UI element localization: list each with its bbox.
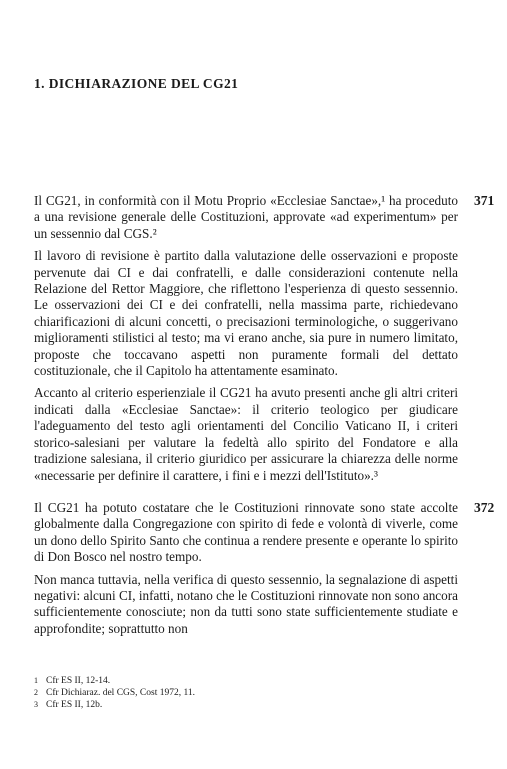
section-number: 372: [474, 500, 495, 515]
paragraph: Accanto al criterio esperienziale il CG21 ha avuto presenti anche gli altri criteri indicati dalla «Ecclesiae Sanctae»: il criterio teologico per giudicare l'adeguamento del testo agli orientamenti del Concilio Vaticano II, i criteri storico-salesiani per valutare la fedeltà allo spirito del Fondatore e alla tradizione salesiana, il criterio giuridico per assicurare la chiarezza delle norme «necessarie per definire il carattere, i fini e i mezzi dell'Istituto».³: [34, 385, 458, 483]
footnote-mark: 2: [34, 688, 38, 697]
paragraph: Il CG21, in conformità con il Motu Proprio «Ecclesiae Sanctae»,¹ ha proceduto a una revisione generale delle Costituzioni, approvate «ad experimentum» per un sessennio dal CGS.²: [34, 193, 458, 241]
section-372: [34, 500, 458, 643]
footnote-mark: 1: [34, 676, 38, 685]
footnote: [34, 699, 454, 711]
footnote-text: Cfr Dichiaraz. del CGS, Cost 1972, 11.: [46, 688, 195, 698]
footnote-mark: 3: [34, 700, 38, 709]
footnote-text: Cfr ES II, 12-14.: [46, 676, 111, 686]
footnotes: [34, 675, 454, 711]
chapter-heading: 1. DICHIARAZIONE DEL CG21: [34, 76, 239, 91]
footnote: [34, 675, 454, 687]
section-371: [34, 193, 458, 490]
footnote-text: Cfr ES II, 12b.: [46, 700, 103, 710]
footnote: [34, 687, 454, 699]
paragraph: Non manca tuttavia, nella verifica di questo sessennio, la segnalazione di aspetti negativi: alcuni CI, infatti, notano che le Costituzioni rinnovate non sono ancora sufficientemente conosciute; non da tutti sono state sufficientemente studiate e approfondite; soprattutto non: [34, 571, 458, 636]
paragraph: Il CG21 ha potuto costatare che le Costituzioni rinnovate sono state accolte globalmente dalla Congregazione con spirito di fede e volontà di viverle, come un dono dello Spirito Santo che continua a rendere presente e operante lo spirito di Don Bosco nel nostro tempo.: [34, 500, 458, 565]
section-number: 371: [474, 193, 495, 208]
paragraph: Il lavoro di revisione è partito dalla valutazione delle osservazioni e proposte pervenute dai CI e dai confratelli, e dalle considerazioni contenute nella Relazione del Rettor Maggiore, che riflettono l'esperienza di questo sessennio. Le osservazioni dei CI e dei confratelli, nella massima parte, richiedevano chiarificazioni di alcuni concetti, o precisazioni terminologiche, o suggerivano miglioramenti stilistici al testo; ma vi erano anche, sia pure in numero limitato, proposte che toccavano aspetti non puramente formali del dettato costituzionale, che il Capitolo ha attentamente esaminato.: [34, 248, 458, 379]
